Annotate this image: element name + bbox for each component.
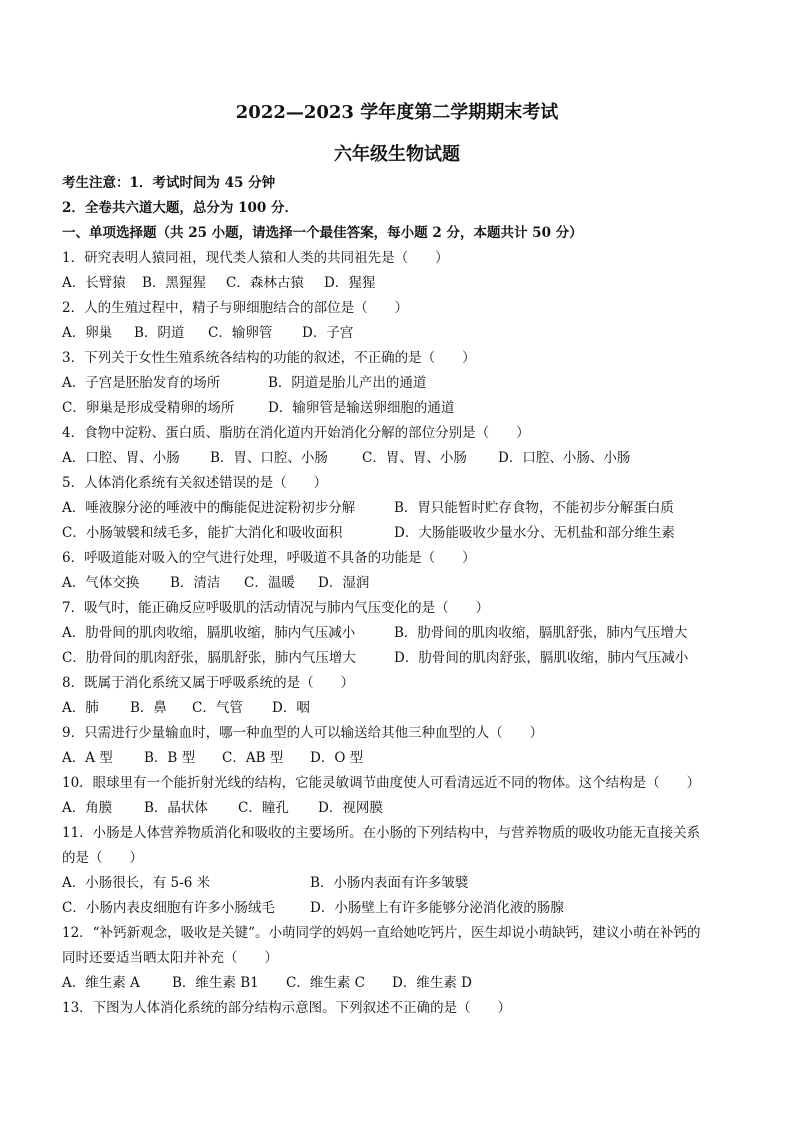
option-a: A．肺 <box>62 700 99 716</box>
option-c: C．AB 型 <box>222 750 284 766</box>
option-b: B．B 型 <box>144 750 196 766</box>
option-a: A．子宫是胚胎发育的场所 <box>62 375 221 391</box>
option-d: D．视网膜 <box>318 800 383 816</box>
question-stem: 5．人体消化系统有关叙述错误的是（ ） <box>62 475 328 491</box>
option-b: B．小肠内表面有许多皱襞 <box>310 875 469 891</box>
option-a: A．A 型 <box>62 750 113 766</box>
option-a: A．口腔、胃、小肠 <box>62 450 180 466</box>
option-c: C．肋骨间的肌肉舒张，膈肌舒张，肺内气压增大 <box>62 650 356 666</box>
notice-line-1: 考生注意：1．考试时间为 45 分钟 <box>62 175 276 191</box>
option-b: B．黑猩猩 <box>142 275 206 291</box>
question-stem: 13．下图为人体消化系统的部分结构示意图。下列叙述不正确的是（ ） <box>62 1000 512 1016</box>
option-c: C．小肠皱襞和绒毛多，能扩大消化和吸收面积 <box>62 525 343 541</box>
question-stem: 9．只需进行少量输血时，哪一种血型的人可以输送给其他三种血型的人（ ） <box>62 725 544 741</box>
option-a: A．肋骨间的肌肉收缩，膈肌收缩，肺内气压减小 <box>62 625 356 641</box>
option-b: B．维生素 B1 <box>172 975 259 991</box>
question-stem: 6．呼吸道能对吸入的空气进行处理，呼吸道不具备的功能是（ ） <box>62 550 476 566</box>
option-a: A．维生素 A <box>62 975 140 991</box>
question-stem: 1．研究表明人猿同祖，现代类人猿和人类的共同祖先是（ ） <box>62 250 449 266</box>
question-stem: 2．人的生殖过程中，精子与卵细胞结合的部位是（ ） <box>62 300 409 316</box>
question-stem: 7．吸气时，能正确反应呼吸肌的活动情况与肺内气压变化的是（ ） <box>62 600 490 616</box>
option-d: D．肋骨间的肌肉舒张，膈肌收缩，肺内气压减小 <box>394 650 689 666</box>
option-b: B．阴道 <box>134 325 185 341</box>
option-c: C．气管 <box>192 700 243 716</box>
option-a: A．角膜 <box>62 800 113 816</box>
option-c: C．维生素 C <box>286 975 365 991</box>
question-stem: 3．下列关于女性生殖系统各结构的功能的叙述，不正确的是（ ） <box>62 350 476 366</box>
option-b: B．肋骨间的肌肉收缩，膈肌舒张，肺内气压增大 <box>394 625 688 641</box>
question-stem-continued: 同时还要适当晒太阳并补充（ ） <box>62 950 278 966</box>
option-d: D．小肠壁上有许多能够分泌消化液的肠腺 <box>310 900 564 916</box>
option-d: D．湿润 <box>318 575 370 591</box>
option-d: D．咽 <box>272 700 310 716</box>
option-c: C．瞳孔 <box>238 800 289 816</box>
section-heading: 一、单项选择题（共 25 小题，请选择一个最佳答案，每小题 2 分，本题共计 50 分） <box>62 225 583 241</box>
option-c: C．温暖 <box>244 575 295 591</box>
option-c: C．卵巢是形成受精卵的场所 <box>62 400 235 416</box>
option-c: C．森林古猿 <box>226 275 304 291</box>
option-b: B．清洁 <box>170 575 221 591</box>
exam-title: 2022—2023 学年度第二学期期末考试 <box>235 102 559 123</box>
option-b: B．胃、口腔、小肠 <box>210 450 328 466</box>
question-stem: 4．食物中淀粉、蛋白质、脂肪在消化道内开始消化分解的部位分别是（ ） <box>62 425 530 441</box>
option-c: C．胃、胃、小肠 <box>362 450 467 466</box>
exam-subtitle: 六年级生物试题 <box>334 144 460 165</box>
question-stem: 11．小肠是人体营养物质消化和吸收的主要场所。在小肠的下列结构中，与营养物质的吸收功能无直接关系 <box>62 825 701 841</box>
option-d: D．子宫 <box>302 325 354 341</box>
option-d: D．O 型 <box>310 750 364 766</box>
option-a: A．唾液腺分泌的唾液中的酶能促进淀粉初步分解 <box>62 500 356 516</box>
option-a: A．气体交换 <box>62 575 140 591</box>
option-d: D．输卵管是输送卵细胞的通道 <box>268 400 455 416</box>
question-stem-continued: 的是（ ） <box>62 850 143 866</box>
option-b: B．晶状体 <box>144 800 208 816</box>
option-c: C．输卵管 <box>208 325 273 341</box>
question-stem: 8．既属于消化系统又属于呼吸系统的是（ ） <box>62 675 355 691</box>
option-a: A．长臂猿 <box>62 275 126 291</box>
notice-line-2: 2．全卷共六道大题，总分为 100 分． <box>62 200 298 216</box>
option-d: D．猩猩 <box>324 275 376 291</box>
option-b: B．阴道是胎儿产出的通道 <box>268 375 427 391</box>
option-a: A．小肠很长，有 5-6 米 <box>62 875 211 891</box>
option-d: D．大肠能吸收少量水分、无机盐和部分维生素 <box>394 525 675 541</box>
option-a: A．卵巢 <box>62 325 113 341</box>
option-b: B．鼻 <box>130 700 167 716</box>
option-b: B．胃只能暂时贮存食物，不能初步分解蛋白质 <box>394 500 674 516</box>
option-d: D．维生素 D <box>392 975 472 991</box>
question-stem: 10．眼球里有一个能折射光线的结构，它能灵敏调节曲度使人可看清远近不同的物体。这个结构是（ ） <box>62 775 701 791</box>
option-d: D．口腔、小肠、小肠 <box>498 450 631 466</box>
option-c: C．小肠内表皮细胞有许多小肠绒毛 <box>62 900 275 916</box>
question-stem: 12．“补钙新观念，吸收是关键”。小萌同学的妈妈一直给她吃钙片，医生却说小萌缺钙，建议小萌在补钙的 <box>62 925 701 941</box>
